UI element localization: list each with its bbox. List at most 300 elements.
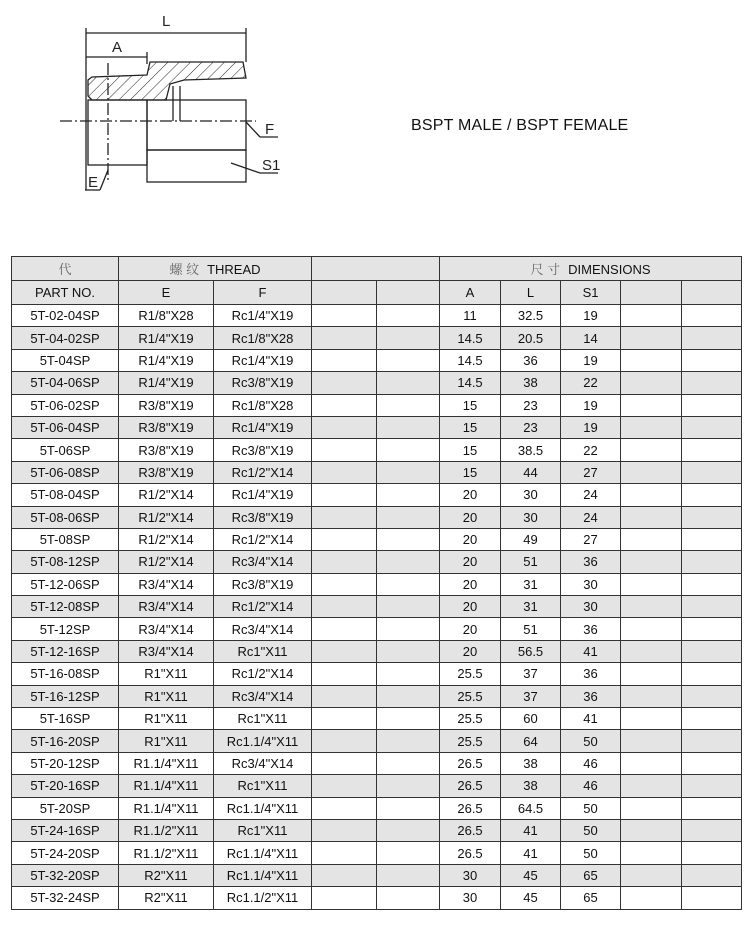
- thread-f-cell: Rc3/4"X14: [214, 685, 312, 707]
- thread-f-cell: Rc1.1/2"X11: [214, 887, 312, 909]
- dim-s1-cell: 50: [561, 819, 621, 841]
- thread-e-cell: R3/8"X19: [119, 461, 214, 483]
- thread-f-cell: Rc1/4"X19: [214, 416, 312, 438]
- part-no-cell: 5T-20-12SP: [12, 752, 119, 774]
- thread-f-cell: Rc1/2"X14: [214, 663, 312, 685]
- thread-f-cell: Rc3/8"X19: [214, 372, 312, 394]
- blank-cell: [682, 461, 742, 483]
- blank-cell: [621, 842, 682, 864]
- f-header: F: [214, 281, 312, 305]
- dim-l-cell: 36: [501, 349, 561, 371]
- blank-cell: [682, 819, 742, 841]
- blank-cell: [682, 327, 742, 349]
- dim-s1-cell: 27: [561, 461, 621, 483]
- dim-s1-cell: 65: [561, 887, 621, 909]
- blank-cell: [377, 730, 440, 752]
- dim-a-cell: 25.5: [440, 708, 501, 730]
- thread-e-cell: R1/8"X28: [119, 305, 214, 327]
- dim-a-cell: 20: [440, 596, 501, 618]
- blank-cell: [621, 640, 682, 662]
- thread-f-cell: Rc1.1/4"X11: [214, 797, 312, 819]
- dim-a-cell: 26.5: [440, 752, 501, 774]
- blank-cell: [682, 730, 742, 752]
- part-no-cell: 5T-16SP: [12, 708, 119, 730]
- dimensions-header: 尺 寸 DIMENSIONS: [440, 257, 742, 281]
- blank-cell: [682, 618, 742, 640]
- blank-cell: [377, 618, 440, 640]
- dim-s1-cell: 36: [561, 618, 621, 640]
- thread-e-cell: R1/2"X14: [119, 551, 214, 573]
- blank-cell: [621, 305, 682, 327]
- dim-l-cell: 30: [501, 484, 561, 506]
- blank-cell: [621, 551, 682, 573]
- blank-cell: [682, 573, 742, 595]
- thread-f-cell: Rc1/2"X14: [214, 461, 312, 483]
- blank-cell: [312, 573, 377, 595]
- dim-a-cell: 20: [440, 528, 501, 550]
- part-no-cell: 5T-12-16SP: [12, 640, 119, 662]
- thread-f-cell: Rc1"X11: [214, 708, 312, 730]
- part-no-cell: 5T-06-02SP: [12, 394, 119, 416]
- blank-cell: [682, 864, 742, 886]
- dim-a-cell: 15: [440, 439, 501, 461]
- blank-cell: [312, 797, 377, 819]
- blank-cell: [377, 394, 440, 416]
- part-no-cell: 5T-06SP: [12, 439, 119, 461]
- dim-a-cell: 26.5: [440, 842, 501, 864]
- thread-e-cell: R1"X11: [119, 663, 214, 685]
- dim-a-cell: 15: [440, 461, 501, 483]
- dim-l-cell: 51: [501, 551, 561, 573]
- dim-l-cell: 44: [501, 461, 561, 483]
- thread-e-cell: R3/4"X14: [119, 640, 214, 662]
- blank-cell: [621, 506, 682, 528]
- dim-s1-cell: 46: [561, 775, 621, 797]
- dim-l-cell: 51: [501, 618, 561, 640]
- part-no-cell: 5T-16-08SP: [12, 663, 119, 685]
- dim-s1-cell: 24: [561, 484, 621, 506]
- thread-e-cell: R3/4"X14: [119, 618, 214, 640]
- blank-cell: [377, 864, 440, 886]
- thread-e-cell: R1/2"X14: [119, 528, 214, 550]
- dim-s1-cell: 46: [561, 752, 621, 774]
- thread-e-cell: R2"X11: [119, 887, 214, 909]
- dim-l-cell: 20.5: [501, 327, 561, 349]
- blank-cell: [682, 663, 742, 685]
- part-no-cell: 5T-08-12SP: [12, 551, 119, 573]
- thread-e-cell: R2"X11: [119, 864, 214, 886]
- thread-f-cell: Rc1/4"X19: [214, 305, 312, 327]
- thread-e-cell: R1.1/2"X11: [119, 842, 214, 864]
- thread-e-cell: R3/8"X19: [119, 416, 214, 438]
- table-row: [12, 528, 742, 550]
- thread-f-cell: Rc1.1/4"X11: [214, 730, 312, 752]
- dim-s1-cell: 36: [561, 685, 621, 707]
- thread-f-cell: Rc1/8"X28: [214, 394, 312, 416]
- table-row: [12, 797, 742, 819]
- blank-cell: [621, 618, 682, 640]
- dim-a-cell: 20: [440, 484, 501, 506]
- blank-cell: [682, 528, 742, 550]
- thread-e-cell: R1/4"X19: [119, 372, 214, 394]
- thread-e-cell: R1.1/4"X11: [119, 775, 214, 797]
- blank-cell: [312, 551, 377, 573]
- dim-l-cell: 37: [501, 685, 561, 707]
- dim-a-cell: 25.5: [440, 730, 501, 752]
- thread-f-cell: Rc1.1/4"X11: [214, 864, 312, 886]
- dim-s1-cell: 50: [561, 730, 621, 752]
- part-no-cell: 5T-04-06SP: [12, 372, 119, 394]
- part-no-cell: 5T-12-06SP: [12, 573, 119, 595]
- thread-e-cell: R1/4"X19: [119, 349, 214, 371]
- dim-a-cell: 11: [440, 305, 501, 327]
- blank-cell: [682, 305, 742, 327]
- thread-f-cell: Rc1/4"X19: [214, 484, 312, 506]
- thread-f-cell: Rc1/2"X14: [214, 596, 312, 618]
- blank-cell: [621, 797, 682, 819]
- dim-l-cell: 23: [501, 416, 561, 438]
- dim-a-cell: 14.5: [440, 349, 501, 371]
- thread-f-cell: Rc1"X11: [214, 775, 312, 797]
- part-no-cell: 5T-04SP: [12, 349, 119, 371]
- dim-l-cell: 23: [501, 394, 561, 416]
- thread-f-cell: Rc1"X11: [214, 819, 312, 841]
- blank-cell: [312, 887, 377, 909]
- thread-e-cell: R1"X11: [119, 685, 214, 707]
- blank-cell: [377, 819, 440, 841]
- blank-cell: [312, 349, 377, 371]
- table-row: [12, 618, 742, 640]
- part-no-cell: 5T-08-04SP: [12, 484, 119, 506]
- blank-cell: [377, 439, 440, 461]
- blank-cell: [312, 394, 377, 416]
- dim-a-cell: 20: [440, 618, 501, 640]
- dim-s1-cell: 41: [561, 708, 621, 730]
- blank-cell: [312, 708, 377, 730]
- thread-f-cell: Rc3/4"X14: [214, 752, 312, 774]
- blank-cell: [312, 596, 377, 618]
- thread-f-cell: Rc1/2"X14: [214, 528, 312, 550]
- part-no-cell: 5T-06-04SP: [12, 416, 119, 438]
- blank-cell: [621, 484, 682, 506]
- table-row: [12, 461, 742, 483]
- dim-s1-cell: 14: [561, 327, 621, 349]
- part-no-cell: 5T-20SP: [12, 797, 119, 819]
- dim-a-cell: 20: [440, 640, 501, 662]
- blank-cell: [621, 372, 682, 394]
- table-row: [12, 372, 742, 394]
- blank-cell: [312, 752, 377, 774]
- dim-l-cell: 64.5: [501, 797, 561, 819]
- table-row: [12, 305, 742, 327]
- dim-a-cell: 26.5: [440, 775, 501, 797]
- blank-cell: [682, 685, 742, 707]
- thread-f-cell: Rc3/4"X14: [214, 551, 312, 573]
- part-no-cell: 5T-16-20SP: [12, 730, 119, 752]
- dim-s1-cell: 22: [561, 439, 621, 461]
- fitting-drawing: [60, 0, 320, 200]
- part-no-cell: 5T-32-20SP: [12, 864, 119, 886]
- dim-s1-cell: 30: [561, 573, 621, 595]
- table-row: [12, 573, 742, 595]
- dim-l-cell: 64: [501, 730, 561, 752]
- label-A: A: [112, 39, 123, 56]
- dim-a-cell: 25.5: [440, 685, 501, 707]
- part-no-cell: 5T-04-02SP: [12, 327, 119, 349]
- blank-cell: [377, 484, 440, 506]
- blank-cell: [377, 528, 440, 550]
- label-L: L: [162, 13, 171, 30]
- blank-cell: [621, 416, 682, 438]
- blank-cell: [377, 708, 440, 730]
- dim-s1-cell: 41: [561, 640, 621, 662]
- blank-cell: [377, 752, 440, 774]
- dim-a-cell: 26.5: [440, 819, 501, 841]
- part-no-cell: 5T-24-16SP: [12, 819, 119, 841]
- dim-s1-cell: 36: [561, 663, 621, 685]
- table-row: [12, 349, 742, 371]
- dim-s1-cell: 27: [561, 528, 621, 550]
- dim-s1-cell: 36: [561, 551, 621, 573]
- blank-cell: [621, 864, 682, 886]
- label-S1: S1: [262, 157, 281, 174]
- blank-cell: [312, 372, 377, 394]
- dim-a-cell: 20: [440, 573, 501, 595]
- dim-s1-cell: 24: [561, 506, 621, 528]
- blank-cell: [682, 708, 742, 730]
- blank-cell: [312, 506, 377, 528]
- blank-cell: [377, 372, 440, 394]
- dim-l-cell: 31: [501, 573, 561, 595]
- blank-cell: [621, 573, 682, 595]
- thread-e-cell: R1.1/4"X11: [119, 752, 214, 774]
- blank-cell: [312, 842, 377, 864]
- table-row: [12, 551, 742, 573]
- table-row: [12, 887, 742, 909]
- blank-cell: [312, 663, 377, 685]
- thread-f-cell: Rc3/8"X19: [214, 573, 312, 595]
- part-no-cell: 5T-12SP: [12, 618, 119, 640]
- dim-a-cell: 26.5: [440, 797, 501, 819]
- blank-cell: [377, 640, 440, 662]
- blank-cell: [682, 551, 742, 573]
- thread-e-cell: R3/8"X19: [119, 439, 214, 461]
- blank-cell: [312, 439, 377, 461]
- blank-cell: [682, 640, 742, 662]
- table-row: [12, 394, 742, 416]
- dim-l-cell: 60: [501, 708, 561, 730]
- blank-cell: [621, 394, 682, 416]
- dim-s1-cell: 50: [561, 842, 621, 864]
- blank-cell: [621, 439, 682, 461]
- thread-header: 螺 纹 THREAD: [119, 257, 312, 281]
- blank-cell: [377, 596, 440, 618]
- dim-l-cell: 37: [501, 663, 561, 685]
- part-cn-header: 代: [12, 257, 119, 281]
- dim-l-cell: 32.5: [501, 305, 561, 327]
- blank-cell: [682, 775, 742, 797]
- blank-cell: [377, 506, 440, 528]
- thread-f-cell: Rc1/8"X28: [214, 327, 312, 349]
- thread-f-cell: Rc1.1/4"X11: [214, 842, 312, 864]
- part-no-header: PART NO.: [12, 281, 119, 305]
- thread-e-cell: R1"X11: [119, 708, 214, 730]
- blank-cell: [682, 506, 742, 528]
- blank-cell: [621, 663, 682, 685]
- part-no-cell: 5T-02-04SP: [12, 305, 119, 327]
- blank-cell: [312, 730, 377, 752]
- blank-cell: [682, 797, 742, 819]
- dim-l-cell: 41: [501, 819, 561, 841]
- thread-f-cell: Rc3/8"X19: [214, 439, 312, 461]
- blank-cell: [312, 461, 377, 483]
- dim-l-cell: 38: [501, 752, 561, 774]
- blank-cell: [377, 305, 440, 327]
- blank-cell: [621, 887, 682, 909]
- thread-e-cell: R1/2"X14: [119, 506, 214, 528]
- blank-cell: [682, 887, 742, 909]
- blank-cell: [682, 439, 742, 461]
- blank-cell: [682, 752, 742, 774]
- blank-cell: [312, 484, 377, 506]
- dim-l-cell: 49: [501, 528, 561, 550]
- header-row-1: [12, 257, 742, 281]
- blank-cell: [621, 327, 682, 349]
- dim-s1-cell: 22: [561, 372, 621, 394]
- blank-cell: [621, 349, 682, 371]
- table-row: [12, 819, 742, 841]
- blank-cell: [682, 596, 742, 618]
- blank-cell: [682, 394, 742, 416]
- blank-cell: [312, 305, 377, 327]
- dim-l-cell: 56.5: [501, 640, 561, 662]
- thread-f-cell: Rc3/8"X19: [214, 506, 312, 528]
- dim-s1-cell: 19: [561, 305, 621, 327]
- dim-a-cell: 15: [440, 394, 501, 416]
- table-row: [12, 685, 742, 707]
- blank-cell: [621, 685, 682, 707]
- thread-e-cell: R1/2"X14: [119, 484, 214, 506]
- blank-cell: [621, 461, 682, 483]
- dim-l-cell: 45: [501, 864, 561, 886]
- dim-s1-cell: 65: [561, 864, 621, 886]
- dim-a-cell: 14.5: [440, 372, 501, 394]
- part-no-cell: 5T-06-08SP: [12, 461, 119, 483]
- dim-s1-cell: 30: [561, 596, 621, 618]
- blank-cell: [312, 416, 377, 438]
- table-row: [12, 864, 742, 886]
- blank-cell: [377, 551, 440, 573]
- blank-cell: [621, 752, 682, 774]
- blank-cell: [312, 685, 377, 707]
- blank-cell: [312, 819, 377, 841]
- part-no-cell: 5T-32-24SP: [12, 887, 119, 909]
- table-row: [12, 708, 742, 730]
- dim-l-cell: 45: [501, 887, 561, 909]
- part-no-cell: 5T-08SP: [12, 528, 119, 550]
- dim-l-cell: 41: [501, 842, 561, 864]
- table-row: [12, 752, 742, 774]
- thread-e-cell: R1.1/2"X11: [119, 819, 214, 841]
- header-row-2: [12, 281, 742, 305]
- blank-cell: [682, 416, 742, 438]
- dim-l-cell: 30: [501, 506, 561, 528]
- table-row: [12, 439, 742, 461]
- blank-cell: [682, 842, 742, 864]
- part-no-cell: 5T-16-12SP: [12, 685, 119, 707]
- blank-cell: [621, 528, 682, 550]
- dim-s1-cell: 19: [561, 416, 621, 438]
- l-header: L: [501, 281, 561, 305]
- dim-s1-cell: 50: [561, 797, 621, 819]
- dim-l-cell: 38.5: [501, 439, 561, 461]
- thread-e-cell: R3/4"X14: [119, 573, 214, 595]
- dim-a-cell: 20: [440, 551, 501, 573]
- table-row: [12, 416, 742, 438]
- thread-e-cell: R1/4"X19: [119, 327, 214, 349]
- table-row: [12, 327, 742, 349]
- table-row: [12, 730, 742, 752]
- thread-e-cell: R1.1/4"X11: [119, 797, 214, 819]
- blank-cell: [682, 349, 742, 371]
- blank-cell: [377, 842, 440, 864]
- dim-a-cell: 20: [440, 506, 501, 528]
- dim-s1-cell: 19: [561, 394, 621, 416]
- blank-cell: [377, 416, 440, 438]
- part-no-cell: 5T-12-08SP: [12, 596, 119, 618]
- blank-cell: [312, 327, 377, 349]
- thread-e-cell: R3/4"X14: [119, 596, 214, 618]
- blank-cell: [377, 887, 440, 909]
- dim-a-cell: 25.5: [440, 663, 501, 685]
- blank-cell: [377, 573, 440, 595]
- label-F: F: [265, 121, 275, 138]
- blank-cell: [377, 685, 440, 707]
- dim-l-cell: 38: [501, 775, 561, 797]
- part-no-cell: 5T-20-16SP: [12, 775, 119, 797]
- dim-a-cell: 15: [440, 416, 501, 438]
- blank-cell: [621, 730, 682, 752]
- e-header: E: [119, 281, 214, 305]
- dim-l-cell: 38: [501, 372, 561, 394]
- part-no-cell: 5T-24-20SP: [12, 842, 119, 864]
- blank-cell: [621, 596, 682, 618]
- dim-s1-cell: 19: [561, 349, 621, 371]
- blank-cell: [621, 708, 682, 730]
- table-row: [12, 842, 742, 864]
- thread-e-cell: R3/8"X19: [119, 394, 214, 416]
- blank-cell: [621, 819, 682, 841]
- dim-a-cell: 30: [440, 887, 501, 909]
- blank-cell: [377, 797, 440, 819]
- thread-f-cell: Rc3/4"X14: [214, 618, 312, 640]
- part-no-cell: 5T-08-06SP: [12, 506, 119, 528]
- table-row: [12, 640, 742, 662]
- blank-cell: [312, 775, 377, 797]
- thread-f-cell: Rc1"X11: [214, 640, 312, 662]
- blank-cell: [377, 461, 440, 483]
- table-row: [12, 506, 742, 528]
- a-header: A: [440, 281, 501, 305]
- dimensions-table: [11, 256, 742, 910]
- blank-cell: [312, 864, 377, 886]
- table-row: [12, 484, 742, 506]
- blank-cell: [312, 528, 377, 550]
- blank-cell: [377, 349, 440, 371]
- blank-cell: [621, 775, 682, 797]
- table-row: [12, 596, 742, 618]
- table-row: [12, 775, 742, 797]
